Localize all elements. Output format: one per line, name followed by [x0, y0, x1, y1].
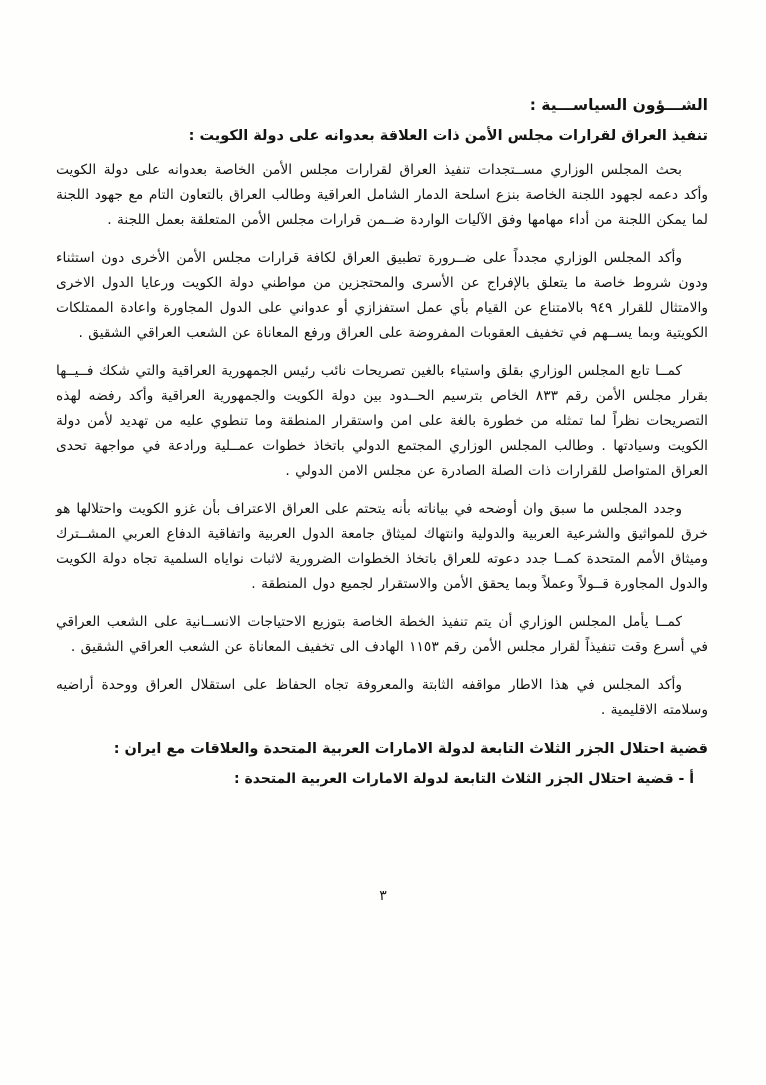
subsection-heading-iraq-resolutions: تنفيذ العراق لقرارات مجلس الأمن ذات العلاقة بعدوانه على دولة الكويت : — [188, 128, 708, 144]
paragraph: وجدد المجلس ما سبق وان أوضحه في بياناته بأنه يتحتم على العراق الاعتراف بأن غزو الكويت واحتلالها هو خرق للمواثيق والشرعية العربية والدولية وانتهاك لميثاق جامعة الدول العربية واتفاقية الدفاع العربي المشــترك وميثاق الأمم المتحدة كمــا جدد دعوته للعراق باتخاذ الخطوات الضرورية لاثبات نواياه السلمية تجاه دولة الكويت والدول المجاورة قــولاً وعملاً وبما يحقق الأمن والاستقرار لجميع دول المنطقة . — [56, 501, 708, 592]
section-heading-political-affairs: الشـــؤون السياســـية : — [529, 96, 708, 114]
paragraph: كمــا يأمل المجلس الوزاري أن يتم تنفيذ الخطة الخاصة بتوزيع الاحتياجات الانســانية على الشعب العراقي في أسرع وقت تنفيذاً لقرار مجلس الأمن رقم ١١٥٣ الهادف الى تخفيف المعاناة عن الشعب العراقي الشقيق . — [56, 614, 708, 655]
paragraph: بحث المجلس الوزاري مســتجدات تنفيذ العراق لقرارات مجلس الأمن الخاصة بعدوانه على دولة الكويت وأكد دعمه لجهود اللجنة الخاصة بنزع اسلحة الدمار الشامل العراقية وطالب العراق بالتعاون التام مع جهود اللجنة لما يمكن اللجنة من أداء مهامها وفق الآليات الواردة ضــمن قرارات مجلس الأمن المتعلقة بعمل اللجنة . — [56, 162, 708, 228]
page-number: ٣ — [379, 888, 387, 904]
section-heading-three-islands: قضية احتلال الجزر الثلاث التابعة لدولة الامارات العربية المتحدة والعلاقات مع ايران : — [113, 741, 708, 757]
paragraph: وأكد المجلس الوزاري مجدداً على ضــرورة تطبيق العراق لكافة قرارات مجلس الأمن الأخرى دون استثناء ودون شروط خاصة ما يتعلق بالإفراج عن الأسرى والمحتجزين من مواطني دولة الكويت ورعايا الدول الاخرى والامتثال للقرار ٩٤٩ بالامتناع عن القيام بأي عمل استفزازي أو عدواني على الدول المجاورة واعادة الممتلكات الكويتية وبما يســهم في تخفيف العقوبات المفروضة على العراق ورفع المعاناة عن الشعب العراقي الشقيق . — [56, 250, 708, 341]
paragraph: وأكد المجلس في هذا الاطار مواقفه الثابتة والمعروفة تجاه الحفاظ على استقلال العراق ووحدة أراضيه وسلامته الاقليمية . — [56, 677, 708, 718]
list-item-a-three-islands: أ - قضية احتلال الجزر الثلاث التابعة لدولة الامارات العربية المتحدة : — [233, 771, 694, 787]
document-content — [56, 96, 708, 787]
paragraph: كمــا تابع المجلس الوزاري بقلق واستياء بالغين تصريحات نائب رئيس الجمهورية العراقية والتي شكك فــيــها بقرار مجلس الأمن رقم ٨٣٣ الخاص بترسيم الحــدود بين دولة الكويت والجمهورية العراقية وأكد رفضه لهذه التصريحات نظراً لما تمثله من خطورة بالغة على امن واستقرار المنطقة وما تنطوي عليه من تهديد لأمن دولة الكويت وسيادتها . وطالب المجلس الوزاري المجتمع الدولي باتخاذ خطوات عمــلية ورادعة في مواجهة تحدى العراق المتواصل للقرارات ذات الصلة الصادرة عن مجلس الامن الدولي . — [56, 363, 708, 479]
